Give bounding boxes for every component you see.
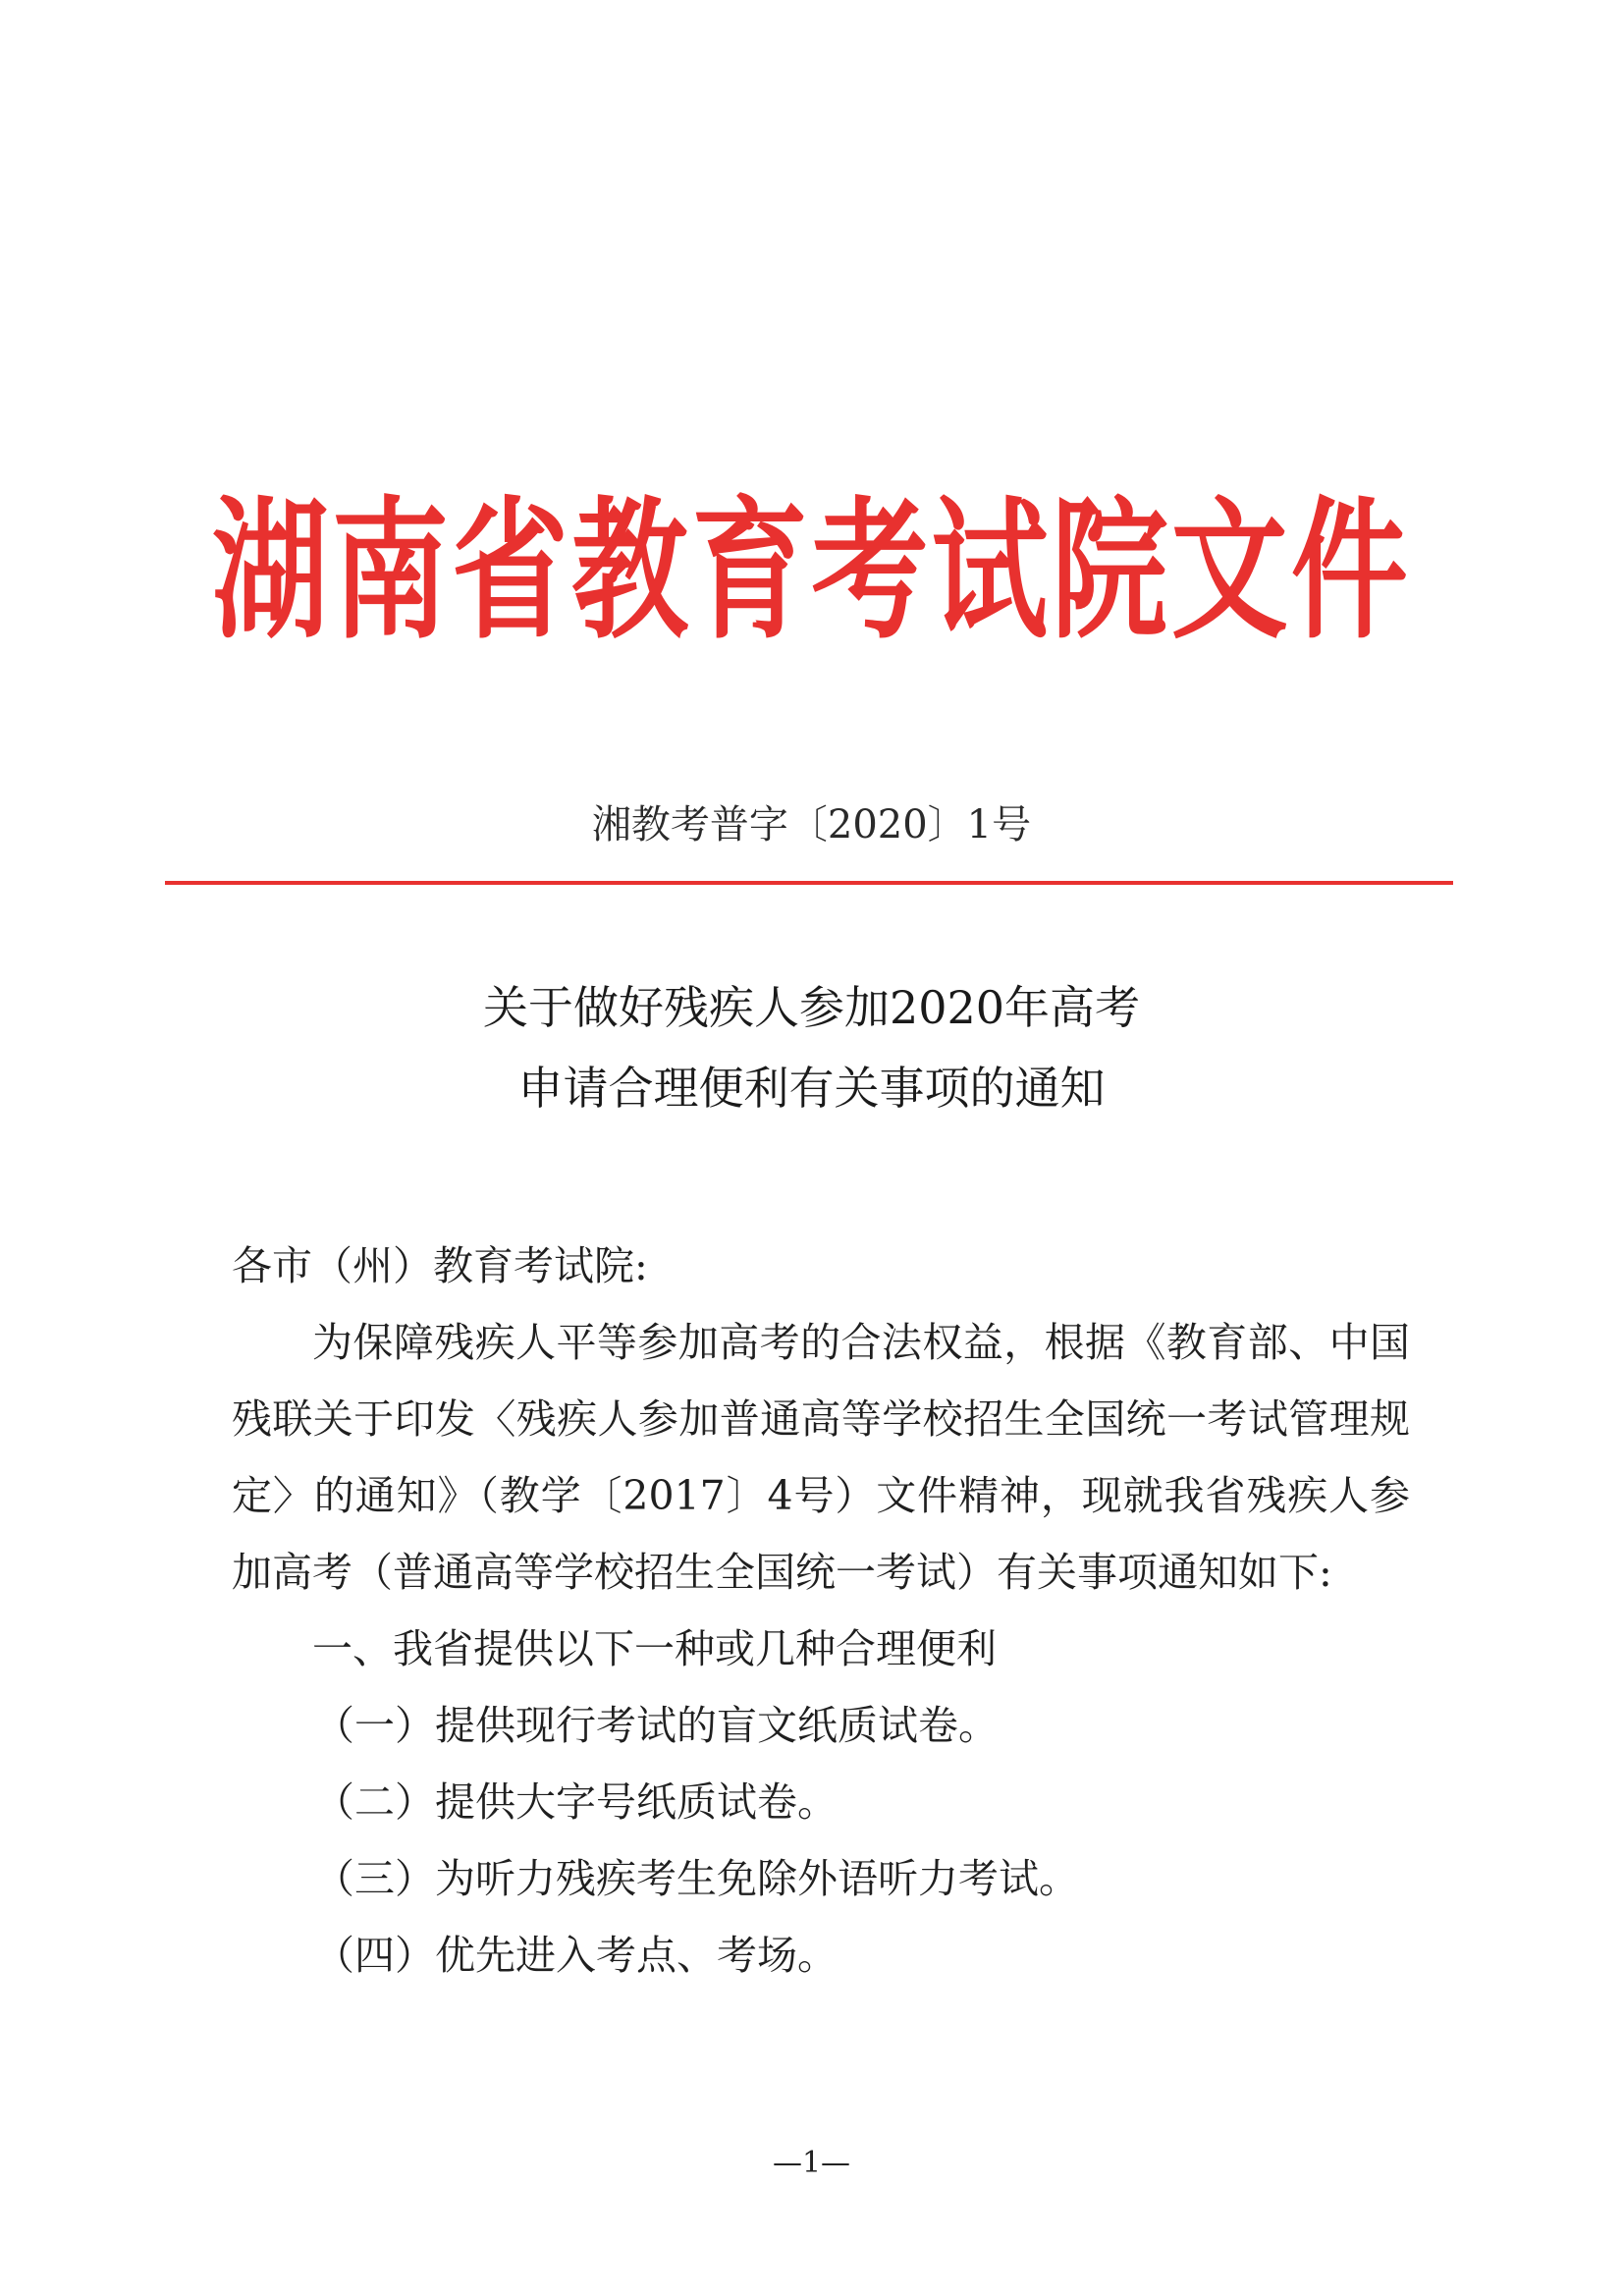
list-item: （三）为听力残疾考生免除外语听力考试。 [314,1855,1079,1902]
list-item: （四）优先进入考点、考场。 [314,1932,838,1979]
subject-line-1: 关于做好残疾人参加2020年高考 [482,981,1141,1034]
document-number: 湘教考普字〔2020〕1号 [591,802,1032,847]
addressee: 各市（州）教育考试院: [232,1242,648,1289]
subject-line-2: 申请合理便利有关事项的通知 [517,1062,1106,1115]
notice-body [232,1228,1410,1994]
list-item: （二）提供大字号纸质试卷。 [314,1778,838,1826]
issuer-header-title: 湖南省教育考试院文件 [211,482,1412,660]
intro-paragraph: 为保障残疾人平等参加高考的合法权益，根据《教育部、中国残联关于印发〈残疾人参加普通高等学校招生全国统一考试管理规定〉的通知》（教学〔2017〕4号）文件精神，现就我省残疾人参加高考（普通高等学校招生全国统一考试）有关事项通知如下: [232,1319,1410,1596]
section-heading: 一、我省提供以下一种或几种合理便利 [312,1625,997,1672]
notice-subject [0,967,1623,1128]
red-divider-line [165,881,1453,885]
list-item: （一）提供现行考试的盲文纸质试卷。 [314,1702,999,1749]
page-number: —1— [772,2146,851,2180]
